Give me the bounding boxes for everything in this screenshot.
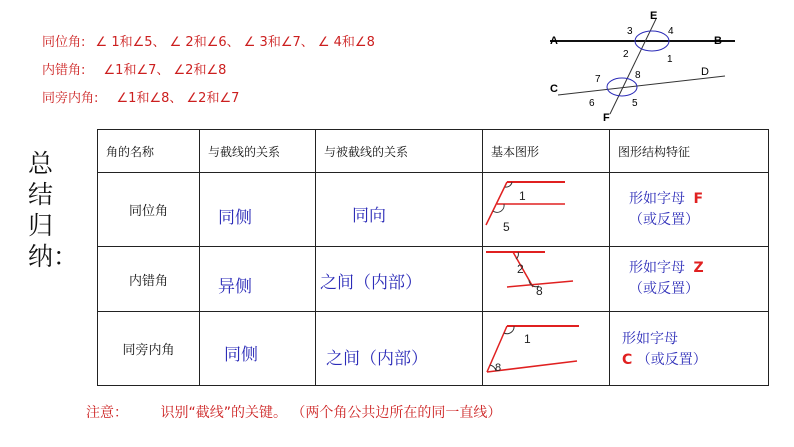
definition-corresponding (42, 31, 375, 50)
label-7: 7 (595, 74, 601, 85)
figure-cell (483, 173, 610, 247)
transversal-diagram (540, 4, 740, 124)
feature-cell (610, 173, 769, 247)
summary-char: 纳： (28, 242, 79, 271)
note-label: 注意： (86, 405, 128, 421)
header-cut-lines: 与被截线的关系 (316, 130, 483, 173)
label-f: F (603, 112, 610, 124)
feature-prefix: 形如字母 (629, 191, 685, 207)
cut-lines-relation: 之间（内部） (326, 349, 428, 369)
figure-cell (483, 247, 610, 312)
feature-text (622, 329, 707, 371)
summary-table (97, 129, 769, 386)
header-feature: 图形结构特征 (610, 130, 769, 173)
cut-lines-cell (316, 312, 483, 386)
definition-text: ∠1和∠7、 ∠2和∠8 (103, 63, 227, 78)
definition-alternate (42, 59, 226, 78)
definition-text: ∠ 1和∠5、 ∠ 2和∠6、 ∠ 3和∠7、 ∠ 4和∠8 (95, 35, 375, 50)
summary-char: 总 (28, 149, 54, 178)
feature-suffix: （或反置） (636, 352, 707, 368)
figure-label-a: 1 (519, 189, 526, 203)
feature-cell (610, 312, 769, 386)
label-6: 6 (589, 98, 595, 109)
feature-suffix: （或反置） (629, 281, 699, 297)
feature-text (629, 258, 704, 300)
transversal-relation: 同侧 (224, 345, 258, 365)
figure-label-b: 5 (503, 220, 510, 234)
note-text: 识别“截线”的关键。 （两个角公共边所在的同一直线） (160, 405, 502, 421)
transversal-cell (200, 173, 316, 247)
feature-prefix: 形如字母 (629, 260, 685, 276)
label-a: A (550, 35, 558, 47)
transversal-relation: 同侧 (218, 208, 252, 228)
table-row (98, 173, 769, 247)
note (86, 402, 501, 422)
header-angle-name: 角的名称 (98, 130, 200, 173)
feature-text (629, 189, 703, 231)
feature-suffix: （或反置） (629, 212, 699, 228)
summary-char: 归 (28, 211, 54, 240)
header-basic-figure: 基本图形 (483, 130, 610, 173)
summary-char: 结 (28, 180, 54, 209)
feature-letter: C (622, 352, 633, 368)
definition-text: ∠1和∠8、 ∠2和∠7 (116, 91, 240, 106)
figure-label-b: 8 (536, 284, 543, 298)
feature-prefix: 形如字母 (622, 331, 678, 347)
row-name: 同位角 (98, 173, 200, 247)
label-b: B (714, 35, 722, 47)
figure-alternate (483, 247, 601, 312)
definition-label: 同旁内角: (42, 91, 99, 106)
summary-label (28, 148, 79, 272)
row-name: 内错角 (98, 247, 200, 312)
table-row (98, 247, 769, 312)
definition-label: 同位角: (42, 35, 86, 50)
transversal-cell (200, 312, 316, 386)
feature-letter: F (693, 191, 704, 207)
label-3: 3 (627, 26, 633, 37)
label-e: E (650, 10, 658, 22)
table-row (98, 312, 769, 386)
label-4: 4 (668, 26, 674, 37)
definition-consecutive (42, 87, 239, 106)
definition-label: 内错角: (42, 63, 86, 78)
figure-cell (483, 312, 610, 386)
cut-lines-cell (316, 247, 483, 312)
label-2: 2 (623, 49, 629, 60)
label-c: C (550, 83, 558, 95)
cut-lines-relation: 之间（内部） (320, 273, 422, 293)
row-name: 同旁内角 (98, 312, 200, 386)
label-8: 8 (635, 70, 641, 81)
table-header-row (98, 130, 769, 173)
figure-label-a: 2 (517, 262, 524, 276)
label-1: 1 (667, 54, 673, 65)
figure-label-a: 1 (524, 332, 531, 346)
figure-consecutive (483, 312, 601, 386)
header-transversal: 与截线的关系 (200, 130, 316, 173)
figure-label-b: 8 (495, 362, 502, 374)
transversal-cell (200, 247, 316, 312)
feature-letter: Z (693, 260, 704, 276)
label-d: D (701, 66, 709, 78)
feature-cell (610, 247, 769, 312)
cut-lines-cell (316, 173, 483, 247)
line-cd (558, 76, 725, 95)
label-5: 5 (632, 98, 638, 109)
figure-corresponding (483, 173, 601, 247)
transversal-relation: 异侧 (218, 277, 252, 297)
cut-lines-relation: 同向 (352, 206, 386, 226)
